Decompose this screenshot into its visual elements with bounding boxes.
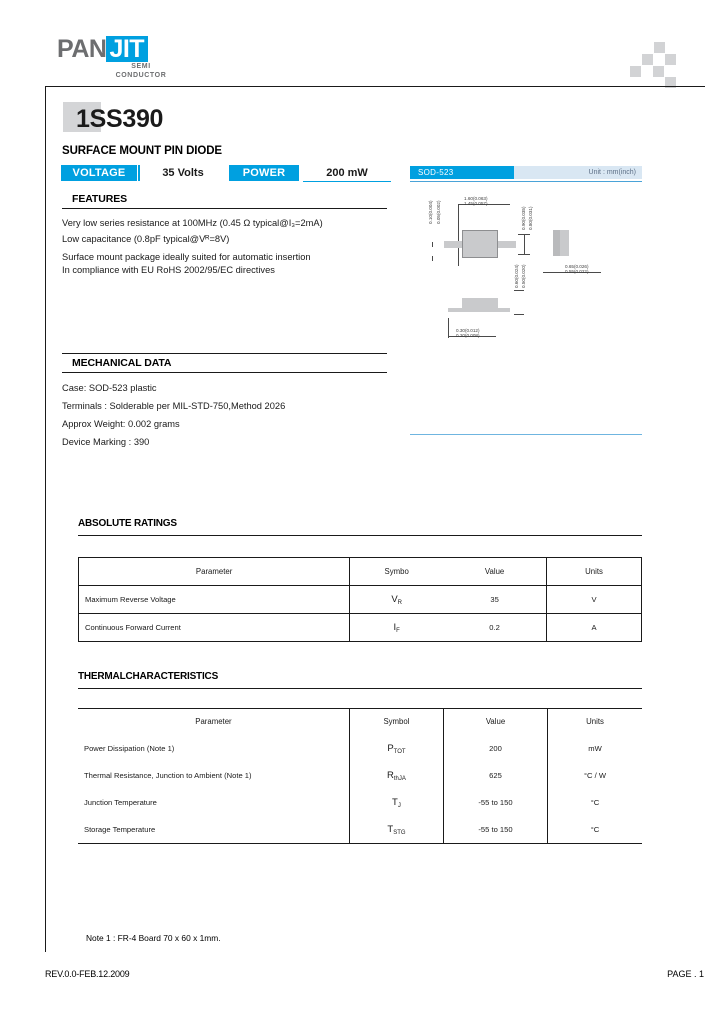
logo-band	[0, 0, 720, 88]
cell-symbol: $T_J$	[349, 789, 443, 816]
dim-side-width: 0.65(0.026) 0.55(0.022)	[565, 264, 589, 275]
table-header-row	[78, 708, 642, 735]
dim-top-length: 1.60(0.063) 1.45(0.057)	[464, 196, 488, 207]
dim-line-right-b	[518, 254, 530, 255]
table-row	[79, 586, 642, 614]
logo-jit-text: JIT	[106, 36, 148, 62]
thermal-table-bottom-line	[78, 843, 642, 844]
cell-value: 625	[444, 762, 548, 789]
logo-subtitle-line1: SEMI	[131, 63, 151, 70]
list-item: Surface mount package ideally suited for automatic insertion	[62, 252, 311, 262]
list-item: Case: SOD-523 plastic	[62, 383, 157, 393]
cell-parameter: Junction Temperature	[78, 789, 349, 816]
logo-pan-text: PAN	[57, 35, 107, 63]
features-list	[62, 216, 402, 277]
dim-body-width-min: 0.80(0.031)	[528, 206, 533, 230]
thermal-heading: THERMALCHARACTERISTICS	[78, 671, 219, 682]
revision-label: REV.0.0-FEB.12.2009	[45, 969, 130, 979]
list-item: In compliance with EU RoHS 2002/95/EC directives	[62, 265, 275, 275]
package-drawing	[410, 190, 642, 420]
package-body-top-view	[462, 230, 498, 258]
list-item: Low capacitance (0.8pF typical@Vᴿ=8V)	[62, 233, 230, 244]
table-row	[78, 735, 642, 762]
voltage-badge: VOLTAGE	[61, 165, 137, 181]
cell-units: °C	[548, 789, 642, 816]
cell-parameter: Storage Temperature	[78, 816, 349, 843]
dim-body-width: 0.90(0.035)	[521, 206, 526, 230]
footnote-note1: Note 1 : FR-4 Board 70 x 60 x 1mm.	[86, 933, 221, 943]
page-title: 1SS390	[76, 105, 164, 133]
lead-left	[444, 241, 462, 248]
lead-right	[498, 241, 516, 248]
column-header-symbol: Symbo	[350, 558, 443, 586]
list-item: Terminals : Solderable per MIL-STD-750,Method 2026	[62, 401, 286, 411]
dim-tick-left-b	[432, 256, 433, 261]
dim-pin-label-2: 0.05(0.002)	[436, 200, 441, 224]
table-row	[78, 816, 642, 843]
logo-subtitle-line2: CONDUCTOR	[115, 71, 167, 79]
column-header-units: Units	[547, 558, 642, 586]
column-header-units: Units	[548, 708, 642, 735]
logo-wordmark	[57, 36, 148, 62]
table-row	[78, 789, 642, 816]
cell-symbol: $V_R$	[350, 586, 443, 614]
thermal-characteristics-table	[78, 708, 642, 843]
spec-summary-row	[61, 165, 391, 182]
table-header-row	[79, 558, 642, 586]
list-item: Device Marking : 390	[62, 437, 150, 447]
cell-parameter: Thermal Resistance, Junction to Ambient (Note 1)	[78, 762, 349, 789]
absolute-ratings-heading: ABSOLUTE RATINGS	[78, 518, 177, 529]
column-header-parameter: Parameter	[78, 708, 349, 735]
cell-units: V	[547, 586, 642, 614]
column-header-value: Value	[443, 558, 546, 586]
package-header-rule	[410, 181, 642, 182]
product-subtitle: SURFACE MOUNT PIN DIODE	[62, 145, 222, 157]
cell-units: °C	[548, 816, 642, 843]
panjit-logo	[57, 36, 177, 82]
cell-value: -55 to 150	[444, 816, 548, 843]
cell-units: A	[547, 614, 642, 642]
list-item: Approx Weight: 0.002 grams	[62, 419, 180, 429]
thermal-rule	[78, 688, 642, 689]
cell-value: 200	[444, 735, 548, 762]
cell-parameter: Maximum Reverse Voltage	[79, 586, 350, 614]
dim-height-min: 0.50(0.020)	[521, 264, 526, 288]
power-badge: POWER	[229, 165, 299, 181]
cell-parameter: Continuous Forward Current	[79, 614, 350, 642]
cell-symbol: $P_{TOT}$	[349, 735, 443, 762]
voltage-value: 35 Volts	[162, 167, 204, 179]
cell-symbol: $T_{STG}$	[349, 816, 443, 843]
cell-units: mW	[548, 735, 642, 762]
logo-subtitle	[105, 63, 177, 80]
dim-pin-label-1: 0.10(0.004)	[428, 200, 433, 224]
package-header-bar	[410, 166, 642, 179]
mechanical-list	[62, 379, 402, 451]
package-panel-bottom-rule	[410, 434, 642, 435]
page-number: PAGE . 1	[667, 969, 704, 979]
table-row	[79, 614, 642, 642]
absolute-ratings-rule	[78, 535, 642, 536]
cell-parameter: Power Dissipation (Note 1)	[78, 735, 349, 762]
dim-extension-bottom-left	[448, 318, 449, 338]
cell-units: °C / W	[548, 762, 642, 789]
dim-height: 0.60(0.024)	[514, 264, 519, 288]
voltage-badge-tick	[138, 165, 140, 181]
dim-line-height-a	[514, 290, 524, 291]
mechanical-rule-top	[62, 353, 387, 354]
package-unit-note: Unit : mm(inch)	[588, 169, 636, 176]
package-outline-panel	[410, 166, 642, 436]
dim-lead-length: 0.30(0.012) 0.20(0.008)	[456, 328, 480, 339]
list-item: Very low series resistance at 100MHz (0.45 Ω typical@I₃=2mA)	[62, 218, 323, 228]
decorative-squares	[630, 42, 676, 80]
power-value: 200 mW	[303, 165, 391, 182]
cell-value: -55 to 150	[444, 789, 548, 816]
column-header-value: Value	[444, 708, 548, 735]
mechanical-heading: MECHANICAL DATA	[72, 357, 172, 369]
column-header-symbol: Symbol	[349, 708, 443, 735]
dim-extension-right	[524, 234, 525, 254]
cell-symbol: $I_F$	[350, 614, 443, 642]
cell-value: 35	[443, 586, 546, 614]
table-row	[78, 762, 642, 789]
absolute-ratings-table	[78, 557, 642, 642]
mechanical-rule-bottom	[62, 372, 387, 373]
end-view-lead	[553, 230, 560, 256]
package-body-side-view	[462, 298, 498, 309]
dim-line-height-b	[514, 314, 524, 315]
dim-extension-line	[458, 204, 459, 266]
column-header-parameter: Parameter	[79, 558, 350, 586]
features-rule	[62, 208, 387, 209]
package-name-label: SOD-523	[410, 166, 514, 179]
features-heading: FEATURES	[72, 193, 128, 205]
cell-symbol: $R_{thJA}$	[349, 762, 443, 789]
dim-tick-left-a	[432, 242, 433, 247]
cell-value: 0.2	[443, 614, 546, 642]
